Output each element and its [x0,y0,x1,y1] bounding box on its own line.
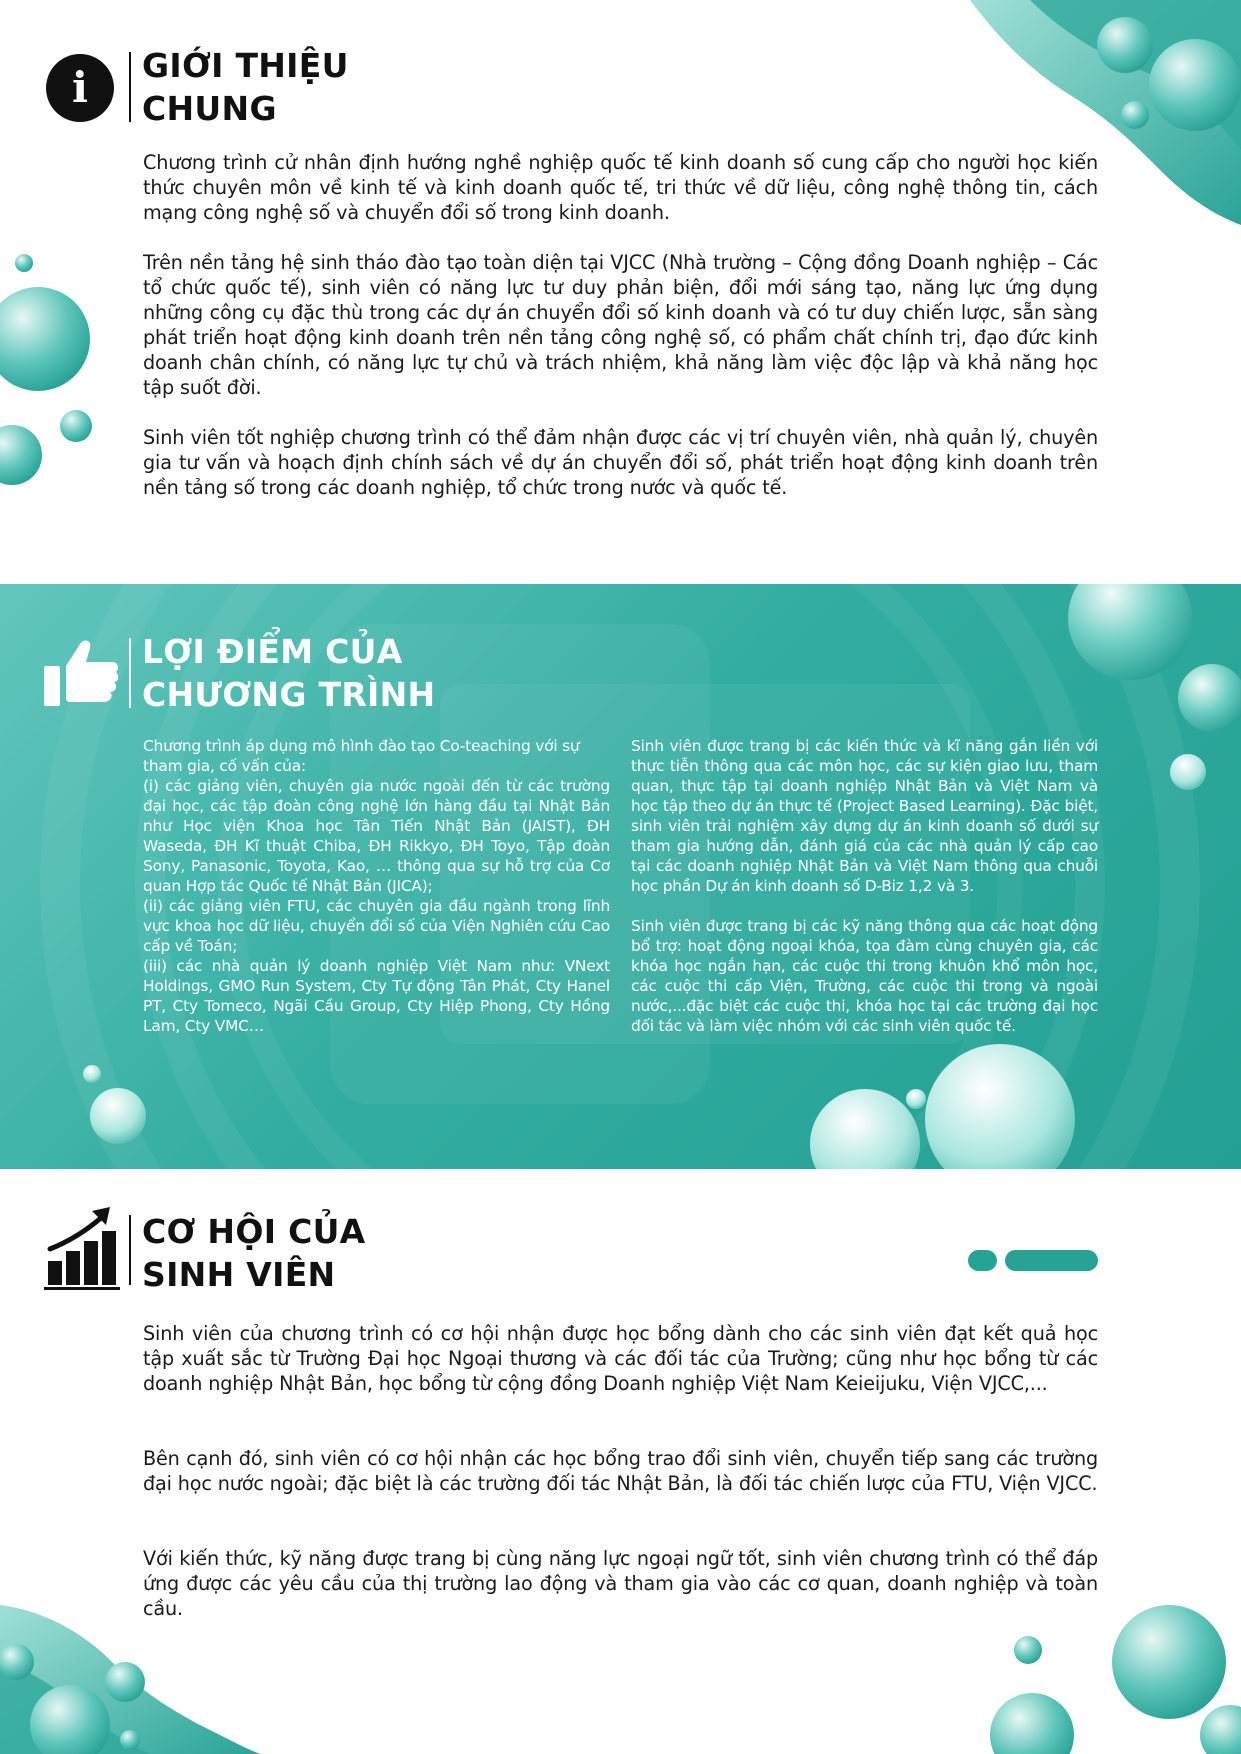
advantages-left-column [143,736,610,1036]
advantages-right-column [631,736,1098,1036]
intro-paragraph-2: Trên nền tảng hệ sinh tháo đào tạo toàn diện tại VJCC (Nhà trường – Cộng đồng Doanh nghiệp – Các tổ chức quốc tế), sinh viên có năng lực tư duy phản biện, đổi mới sáng tạo, năng lực ứng dụng những công cụ đặc thù trong các dự án chuyển đổi số kinh doanh và có tư duy chiến lược, sẵn sàng phát triển hoạt động kinh doanh trên nền tảng công nghệ số, có phẩm chất chính trị, đạo đức kinh doanh chân chính, có năng lực tự chủ và trách nhiệm, khả năng làm việc độc lập và khả năng học tập suốt đời. [143,251,1098,399]
advantages-left-paragraph: Chương trình áp dụng mô hình đào tạo Co-teaching với sự tham gia, cố vấn của: [143,737,580,775]
heading-divider [129,638,131,708]
advantages-section [0,584,1241,1169]
advantages-left-paragraph: (ii) các giảng viên FTU, các chuyên gia đầu ngành trong lĩnh vực khoa học dữ liệu, chuyển đổi số của Viện Nghiên cứu Cao cấp về Toán; [143,897,610,955]
bottom-left-wave-decoration [0,1600,260,1754]
heading-divider [129,52,131,122]
advantages-right-paragraph: Sinh viên được trang bị các kỹ năng thông qua các hoạt động bổ trợ: hoạt động ngoại khóa, tọa đàm cùng chuyên gia, các khóa học ngắn hạn, các cuộc thi trong khuôn khổ môn học, các cuộc thi cấp Viện, Trường, các cuộc thi trong và ngoài nước,...đặc biệt các cuộc thi, khóa học tại các trường đại học đối tác và làm việc nhóm với các sinh viên quốc tế. [631,917,1098,1035]
opportunities-paragraph-3: Với kiến thức, kỹ năng được trang bị cùng năng lực ngoại ngữ tốt, sinh viên chương trình có thể đáp ứng được các yêu cầu của thị trường lao động và tham gia vào các cơ quan, doanh nghiệp và toàn cầu. [143,1547,1098,1620]
bottom-right-bubbles-decoration [980,1600,1241,1754]
growth-chart-icon [44,1205,120,1291]
intro-paragraph-1: Chương trình cử nhân định hướng nghề nghiệp quốc tế kinh doanh số cung cấp cho người học kiến thức chuyên môn về kinh tế và kinh doanh quốc tế, tri thức về dữ liệu, công nghệ thông tin, cách mạng công nghệ số và chuyển đổi số trong kinh doanh. [143,151,1098,224]
left-bubbles-decoration [0,245,110,495]
opportunities-paragraph-2: Bên cạnh đó, sinh viên có cơ hội nhận các học bổng trao đổi sinh viên, chuyển tiếp sang các trường đại học nước ngoài; đặc biệt là các trường đối tác Nhật Bản, là đối tác chiến lược của FTU, Viện VJCC. [143,1447,1098,1495]
section-title-intro: GIỚI THIỆU CHUNG [142,46,349,128]
thumbs-up-icon [40,636,120,708]
intro-paragraph-3: Sinh viên tốt nghiệp chương trình có thể đảm nhận được các vị trí chuyên viên, nhà quản lý, chuyên gia tư vấn và hoạch định chính sách về dự án chuyển đổi số, phát triển hoạt động kinh doanh trên nền tảng số trong các doanh nghiệp, tổ chức trong nước và quốc tế. [143,426,1098,499]
opportunities-paragraph-1: Sinh viên của chương trình có cơ hội nhận được học bổng dành cho các sinh viên đạt kết quả học tập xuất sắc từ Trường Đại học Ngoại thương và các đối tác của Trường; cũng như học bổng từ các doanh nghiệp Nhật Bản, học bổng từ cộng đồng Doanh nghiệp Việt Nam Keieijuku, Viện VJCC,... [143,1322,1098,1395]
section-title-opportunities: CƠ HỘI CỦA SINH VIÊN [142,1212,366,1294]
pill-decoration-small [968,1250,997,1271]
advantages-left-paragraph: (iii) các nhà quản lý doanh nghiệp Việt Nam như: VNext Holdings, GMO Run System, Cty Tự động Tân Phát, Cty Hanel PT, Cty Tomeco, Ngãi Cầu Group, Cty Hiệp Phong, Cty Hồng Lam, Cty VMC… [143,957,610,1035]
heading-divider [129,1215,131,1285]
info-icon: i [46,54,114,122]
advantages-right-paragraph: Sinh viên được trang bị các kiến thức và kĩ năng gắn liền với thực tiễn thông qua các môn học, các sự kiện giao lưu, tham quan, thực tập tại doanh nghiệp Nhật Bản và Việt Nam và học tập theo dự án thực tế (Project Based Learning). Đặc biệt, sinh viên trải nghiệm xây dựng dự án kinh doanh số dưới sự tham gia hướng dẫn, đánh giá của các nhà quản lý cấp cao tại các doanh nghiệp Nhật Bản và Việt Nam thông qua chuỗi học phần Dự án kinh doanh số D-Biz 1,2 và 3. [631,737,1098,895]
pill-decoration-large [1005,1250,1098,1271]
section-title-advantages: LỢI ĐIỂM CỦA CHƯƠNG TRÌNH [142,632,436,714]
advantages-left-paragraph: (i) các giảng viên, chuyên gia nước ngoài đến từ các trường đại học, các tập đoàn công nghệ lớn hàng đầu tại Nhật Bản như Học viện Khoa học Tân Tiến Nhật Bản (JAIST), ĐH Waseda, ĐH Kĩ thuật Chiba, ĐH Rikkyo, ĐH Toyo, Tập đoàn Sony, Panasonic, Toyota, Kao, … thông qua sự hỗ trợ của Cơ quan Hợp tác Quốc tế Nhật Bản (JICA); [143,777,610,895]
